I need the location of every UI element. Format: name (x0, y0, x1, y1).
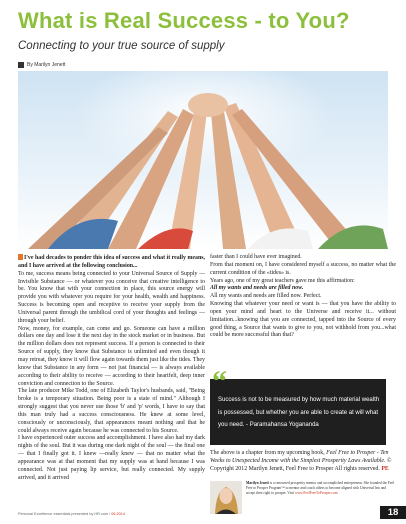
byline-icon (18, 62, 24, 68)
end-mark: PE (381, 465, 389, 472)
pull-quote (210, 365, 386, 445)
byline (18, 62, 65, 68)
body-paragraph: I have experienced outer success and accomplishment. I have also had my dark nights of the soul. But it was during one dark night of the soul — the final one — that I finally got it. I knew —really knew — that no matter what the appearance was at that moment that my supply was at hand because I was connected. Not just paying lip service, but really connected. My supply arrived, and it arrived (18, 435, 205, 481)
body-paragraph: Years ago, one of my great teachers gave me this affirmation: (210, 277, 355, 284)
page-number: 18 (380, 506, 406, 519)
body-column-left (18, 254, 205, 482)
body-column-right (210, 254, 396, 340)
author-bio (246, 481, 396, 497)
footer-text: Personal Excellence essentials presented by HR.com / (18, 512, 112, 516)
body-paragraph: From that moment on, I have considered myself a success, no matter what the current condition of the «tides» is. (210, 261, 396, 276)
book-excerpt-note (210, 450, 396, 474)
author-website-link[interactable]: www.FeelFreeToProsper.com (294, 491, 338, 496)
excerpt-intro: The above is a chapter from my upcoming book, (210, 450, 327, 456)
author-avatar (210, 481, 242, 514)
hero-photo (18, 71, 388, 249)
copyright-text: © Copyright 2012 Marilyn Jenett, Feel Free to Prosper All rights reserved. (210, 457, 392, 472)
article-subtitle: Connecting to your true source of supply (18, 40, 225, 52)
visit-label: Visit (287, 491, 295, 496)
byline-text: By Marilyn Jenett (27, 62, 66, 68)
body-paragraph: The late producer Mike Todd, one of Elizabeth Taylor's husbands, said, "Being broke is a temporary situation. Being poor is a state of mind." Although I strongly suggest that you never use those 'b' and 'p' words, I have to say that this man truly had a success consciousness. He knew at some level, consciously or unconsciously, that appearances meant nothing and that he could always receive again because he was connected to his Source. (18, 388, 205, 434)
lead-text: I've had decades to ponder this idea of success and what it really means, and I have arrived at the following conclusion... (18, 255, 205, 269)
body-paragraph: faster than I could have ever imagined. (210, 254, 302, 260)
book-title: Feel Free to Prosper - Ten Weeks to Unexpected Income with the Simplest Prosperity Laws Available. (210, 450, 389, 464)
pull-quote-text: Success is not to be measured by how much material wealth is possessed, but whether you are able to create at will what you need. - Paramahansa Yogananda (218, 397, 380, 428)
article-title: What is Real Success - to You? (18, 8, 350, 33)
affirmation: All my wants and needs are filled now. (210, 285, 304, 292)
lead-paragraph (18, 254, 205, 271)
body-paragraph: Now, money, for example, can come and go. Someone can have a million dollars one day and lose it the next day in the stock market or in business. But the million dollars does not represent success. If a person is connected to their Source of supply, they know that Substance is unlimited and even though it may retreat, they know it will flow again towards them just like the tides. They know that Substance in any form — not just financial — is always available according to their ability to receive — according to their heartfelt, deep inner conviction and connection to the Source. (18, 325, 205, 387)
footer-issue: 06.2014 (111, 512, 126, 516)
author-photo-icon (210, 481, 242, 514)
page-footer (18, 512, 125, 516)
hands-together-illustration (18, 71, 388, 249)
body-paragraph: Knowing that whatever your need or want is — that you have the ability to open your mind and heart to the Universe and receive it... without limitation...knowing that you are connected, tapped into the Source of every good thing, a Source that wants to give to you, not withhold from you...what could be more successful than that? (210, 301, 396, 339)
author-box (210, 481, 396, 515)
body-paragraph: To me, success means being connected to your Universal Source of Supply — Invisible Substance — or whatever you conceive that creative intelligence to be. You know that with your connection in place, this source energy will provide you with whatever you require for your health, wealth and happiness. Success is becoming open and receptive to receive your supply from the Universal parent through the umbilical cord of your thoughts and feelings — through your belief. (18, 270, 205, 324)
body-paragraph: All my wants and needs are filled now. Perfect. (210, 293, 322, 300)
quote-mark-icon: “ (212, 365, 227, 398)
author-name: Marilyn Jenett (246, 481, 269, 485)
author-bio-text: is a renowned prosperity mentor and accomplished entrepreneur. She founded the Feel Free to Prosper Program™ to mentor and coach others to become aligned with Universal law and accept their right to prosper. (246, 481, 395, 496)
paragraph-marker-icon (18, 254, 23, 260)
